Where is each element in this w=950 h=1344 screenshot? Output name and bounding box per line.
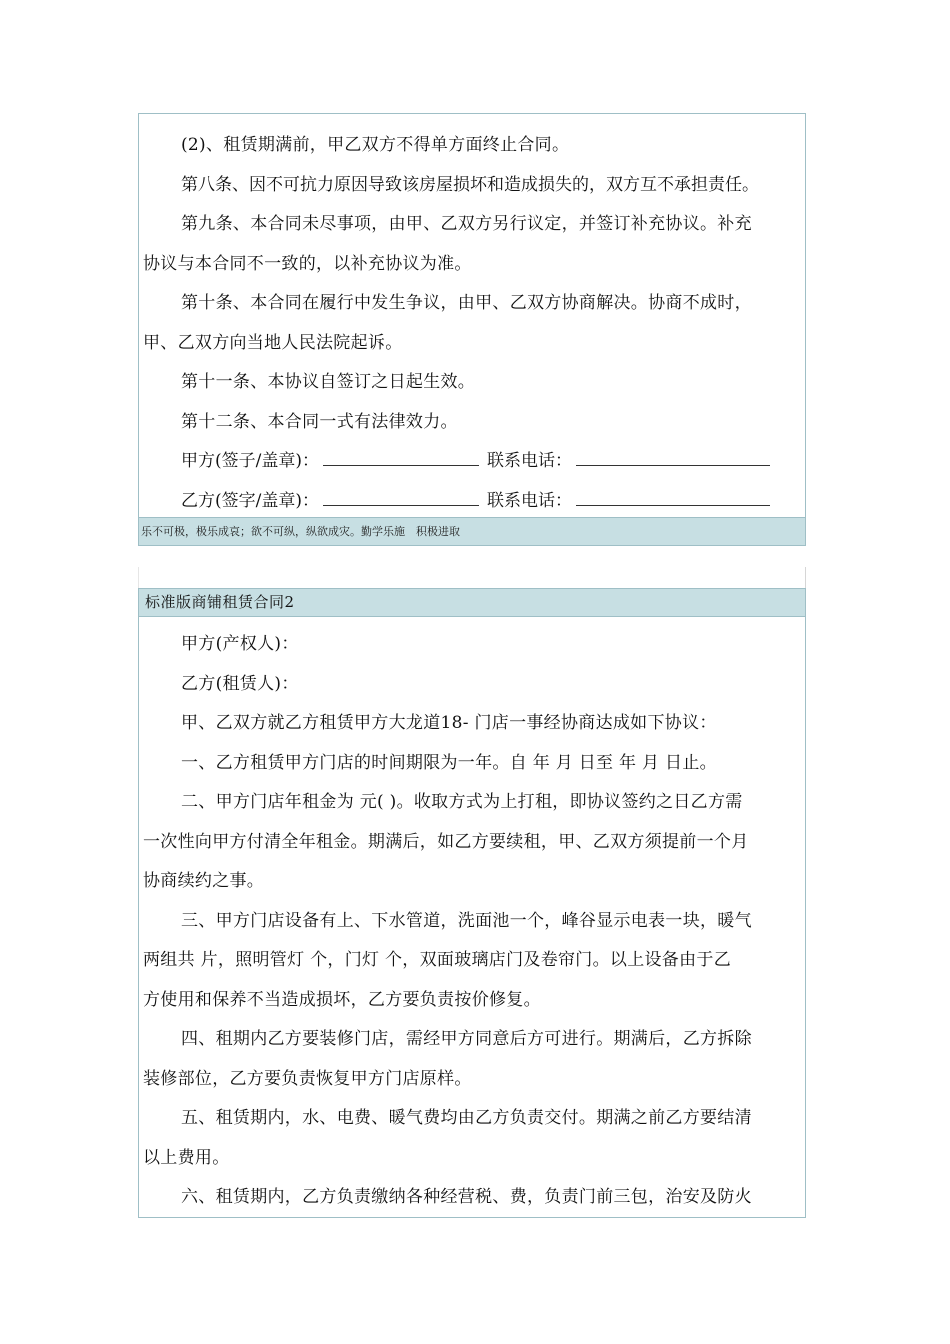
paragraph: 四、租期内乙方要装修门店，需经甲方同意后方可进行。期满后，乙方拆除 bbox=[181, 1029, 752, 1049]
contract-page-section-2 bbox=[138, 588, 806, 1218]
paragraph: 一、乙方租赁甲方门店的时间期限为一年。自 年 月 日至 年 月 日止。 bbox=[181, 752, 717, 773]
party-a-sign-label: 甲方(签子/盖章)： bbox=[181, 451, 319, 471]
paragraph: 五、租赁期内，水、电费、暖气费均由乙方负责交付。期满之前乙方要结清 bbox=[181, 1108, 752, 1128]
party-a-sign-blank bbox=[323, 464, 479, 466]
party-b-sign-blank bbox=[323, 504, 479, 506]
section-2-body bbox=[139, 617, 805, 1218]
paragraph: 六、租赁期内，乙方负责缴纳各种经营税、费，负责门前三包，治安及防火 bbox=[181, 1187, 752, 1207]
paragraph: 甲、乙双方就乙方租赁甲方大龙道18- 门店一事经协商达成如下协议： bbox=[181, 713, 717, 733]
signature-line-party-b bbox=[143, 482, 801, 522]
paragraph: 一次性向甲方付清全年租金。期满后，如乙方要续租，甲、乙双方须提前一个月 bbox=[143, 831, 749, 852]
party-a-phone-label: 联系电话： bbox=[487, 451, 572, 471]
paragraph: 两组共 片，照明管灯 个，门灯 个，双面玻璃店门及卷帘门。以上设备由于乙 bbox=[143, 950, 732, 970]
paragraph: 以上费用。 bbox=[143, 1147, 230, 1168]
paragraph: 甲、乙双方向当地人民法院起诉。 bbox=[143, 332, 403, 353]
paragraph: 方使用和保养不当造成损坏，乙方要负责按价修复。 bbox=[143, 989, 541, 1010]
section-1-body bbox=[139, 114, 805, 521]
paragraph: 协议与本合同不一致的，以补充协议为准。 bbox=[143, 253, 472, 274]
paragraph: 乙方(租赁人)： bbox=[181, 673, 299, 694]
party-a-phone-blank bbox=[576, 464, 770, 466]
paragraph: 第十一条、本协议自签订之日起生效。 bbox=[181, 372, 476, 392]
section-2-title: 标准版商铺租赁合同2 bbox=[139, 589, 805, 617]
contract-page-section-1 bbox=[138, 113, 806, 546]
signature-line-party-a bbox=[143, 442, 801, 482]
divider bbox=[138, 567, 139, 589]
party-b-sign-label: 乙方(签字/盖章)： bbox=[181, 490, 319, 511]
paragraph: 第八条、因不可抗力原因导致该房屋损坏和造成损失的，双方互不承担责任。 bbox=[181, 174, 759, 195]
party-b-phone-label: 联系电话： bbox=[487, 490, 572, 511]
page-footer-motto: 乐不可极，极乐成哀；欲不可纵，纵欲成灾。勤学乐施 积极进取 bbox=[139, 517, 805, 545]
paragraph: 三、甲方门店设备有上、下水管道，洗面池一个，峰谷显示电表一块，暖气 bbox=[181, 910, 752, 931]
paragraph: 第九条、本合同未尽事项，由甲、乙双方另行议定，并签订补充协议。补充 bbox=[181, 214, 752, 234]
paragraph: 协商续约之事。 bbox=[143, 871, 265, 891]
divider bbox=[805, 567, 806, 589]
paragraph: 第十二条、本合同一式有法律效力。 bbox=[181, 411, 458, 432]
party-b-phone-blank bbox=[576, 504, 770, 506]
paragraph: 二、甲方门店年租金为 元( )。收取方式为上打租，即协议签约之日乙方需 bbox=[181, 792, 743, 812]
paragraph: 第十条、本合同在履行中发生争议，由甲、乙双方协商解决。协商不成时， bbox=[181, 293, 752, 313]
paragraph: 甲方(产权人)： bbox=[181, 634, 299, 654]
paragraph: (2)、租赁期满前，甲乙双方不得单方面终止合同。 bbox=[181, 135, 570, 155]
paragraph: 装修部位，乙方要负责恢复甲方门店原样。 bbox=[143, 1068, 472, 1089]
